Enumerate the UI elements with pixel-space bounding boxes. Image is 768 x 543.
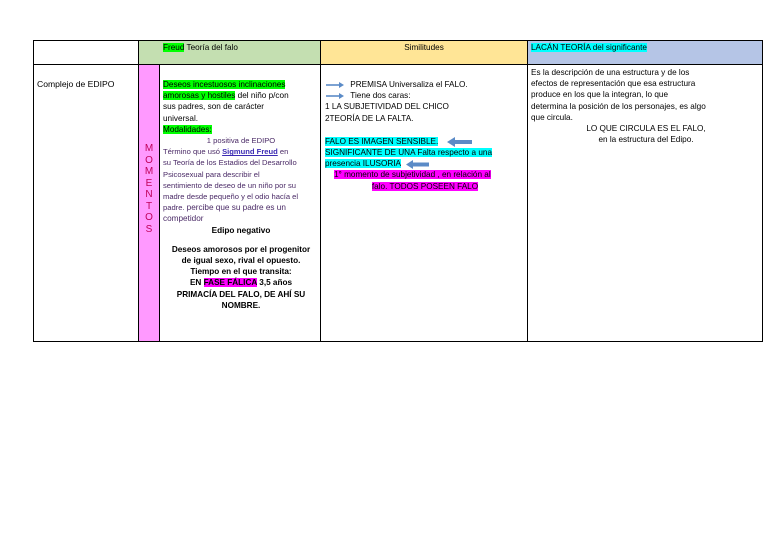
left-arrow-icon [406, 160, 430, 169]
sigmund-freud-link[interactable]: Sigmund Freud [222, 147, 278, 157]
right-arrow-icon [325, 81, 345, 89]
teoria-line-3: sentimiento de deseo de un niño por su [163, 180, 296, 190]
competidor-text: competidor [163, 214, 204, 224]
similitudes-body-cell [320, 64, 528, 342]
lacan-line-1: Es la descripción de una estructura y de los [531, 68, 690, 77]
letter: O [145, 212, 153, 223]
negativo-line-1: Deseos amorosos por el progenitor [171, 244, 311, 254]
deseos-text-3: universal. [163, 113, 199, 123]
termino-post: en [277, 147, 289, 157]
letter: M [144, 143, 154, 154]
moments-table [33, 40, 763, 342]
header-freud-cell [138, 40, 321, 65]
header-similitudes-cell [320, 40, 528, 65]
header-empty-cell [33, 40, 139, 65]
momentos-vertical [143, 143, 155, 235]
termino-text: Término que usó [163, 147, 223, 157]
teoria-falta-text: 2TEORÍA DE LA FALTA. [325, 113, 414, 123]
letter: O [145, 154, 153, 166]
lacan-line-5: que circula. [531, 112, 573, 122]
freud-body-cell [159, 64, 321, 342]
teoria-line-5a: padre. [163, 203, 187, 213]
fase-falica-highlight: FASE FÁLICA [203, 278, 257, 288]
negativo-line-6: NOMBRE. [221, 300, 261, 310]
positiva-edipo: 1 positiva de EDIPO [206, 136, 276, 146]
negativo-line-4a: EN [189, 278, 204, 288]
imagen-line-1: FALO ES IMAGEN SENSIBLE. [325, 136, 439, 146]
deseos-highlight-2: amorosas y hostiles [163, 91, 236, 101]
teoria-line-2: Psicosexual para describir el [163, 169, 260, 179]
negativo-line-4b: 3,5 años [256, 278, 293, 288]
freud-title: Teoría del falo [186, 43, 238, 52]
deseos-highlight-1: Deseos incestuosos inclinaciones [163, 80, 286, 89]
header-lacan-cell [527, 40, 763, 65]
momentos-column [138, 64, 160, 342]
deseos-text-2: sus padres, son de carácter [163, 102, 265, 112]
teoria-line-1: su Teoría de los Estadios del Desarrollo [163, 158, 297, 168]
negativo-line-2: de igual sexo, rival el opuesto. [181, 256, 301, 266]
negativo-line-5: PRIMACÍA DEL FALO, DE AHÍ SU [176, 289, 306, 299]
row-label-cell [33, 64, 139, 342]
negativo-line-3: Tiempo en el que transita: [190, 267, 292, 277]
momento-line-1: 1° momento de subjetividad , en relación al [334, 170, 491, 180]
teoria-line-5b: percibe que su padre es un [186, 203, 286, 213]
similitudes-title: Similitudes [404, 43, 444, 52]
letter: S [145, 223, 153, 235]
teoria-line-4: madre desde pequeño y el odio hacía el [163, 192, 299, 202]
deseos-text-1: del niño p/con [235, 91, 289, 101]
imagen-line-3: presencia ILUSORIA [325, 159, 401, 169]
imagen-line-2: SIGNIFICANTE DE UNA Falta respecto a una [325, 148, 492, 158]
letter: M [144, 166, 154, 177]
premisa-text: PREMISA Universaliza el FALO. [350, 80, 468, 89]
modalidades-label: Modalidades: [163, 124, 212, 134]
lacan-line-2: efectos de representación que esa estructura [531, 79, 696, 89]
left-arrow-icon [447, 137, 473, 147]
lacan-line-6: LO QUE CIRCULA ES EL FALO, [586, 124, 706, 134]
momento-line-2: falo. TODOS POSEEN FALO [371, 181, 479, 191]
lacan-body-cell [527, 64, 763, 342]
letter: N [145, 189, 153, 200]
letter: E [145, 177, 153, 189]
edipo-negativo-title: Edipo negativo [211, 225, 271, 235]
letter: T [145, 200, 153, 212]
row-label: Complejo de EDIPO [37, 79, 115, 89]
lacan-line-3: produce en los que la integran, lo que [531, 90, 669, 100]
lacan-line-7: en la estructura del Edipo. [598, 135, 694, 145]
subjetividad-text: 1 LA SUBJETIVIDAD DEL CHICO [325, 102, 449, 112]
caras-text: Tiene dos caras: [350, 91, 411, 101]
lacan-title: LACÁN TEORÍA del significante [531, 43, 647, 52]
right-arrow-icon [325, 92, 345, 100]
freud-tag: Freud [163, 43, 185, 52]
lacan-line-4: determina la posición de los personajes, es algo [531, 101, 706, 111]
